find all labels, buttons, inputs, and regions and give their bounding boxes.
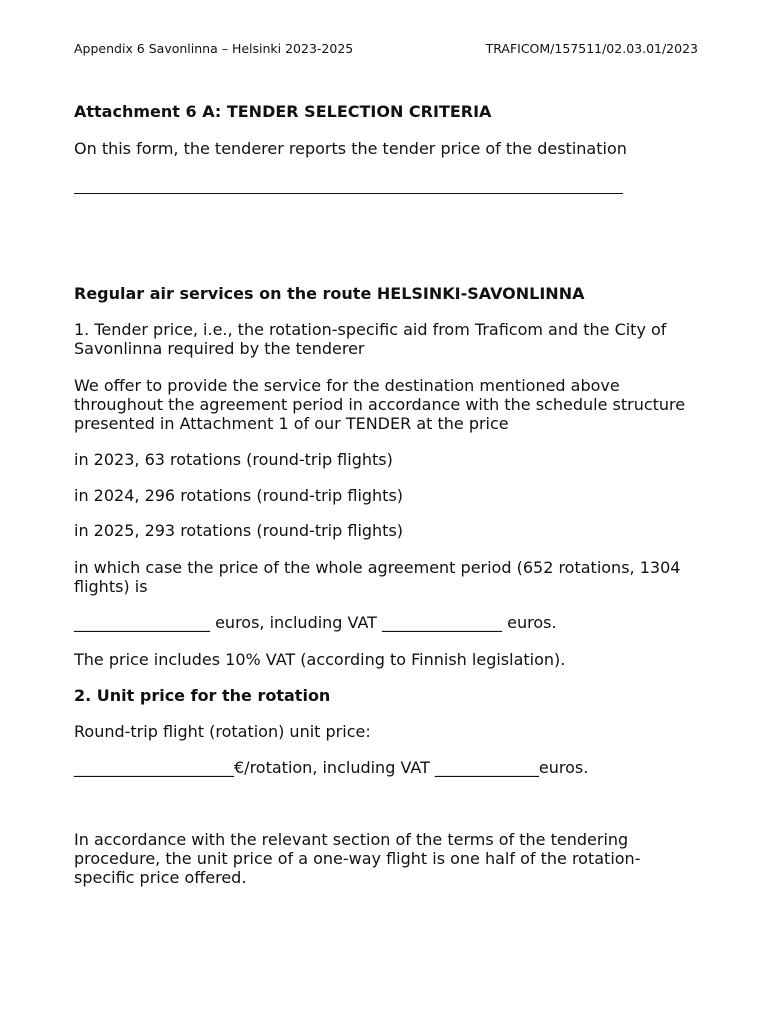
unit-price-label: Round-trip flight (rotation) unit price: <box>74 722 371 741</box>
header-reference: TRAFICOM/157511/02.03.01/2023 <box>485 41 698 56</box>
route-heading: Regular air services on the route HELSINKI-SAVONLINNA <box>74 284 585 303</box>
total-period-text: in which case the price of the whole agreement period (652 rotations, 1304 flights) is <box>74 558 681 596</box>
year-2025-line: in 2025, 293 rotations (round-trip flights) <box>74 521 404 540</box>
section2-heading: 2. Unit price for the rotation <box>74 686 331 705</box>
vat-note: The price includes 10% VAT (according to Finnish legislation). <box>74 650 566 669</box>
unit-price-line: ____________________€/rotation, including VAT _____________euros. <box>74 758 589 777</box>
year-2024-line: in 2024, 296 rotations (round-trip flights) <box>74 486 404 505</box>
header-appendix: Appendix 6 Savonlinna – Helsinki 2023-2025 <box>74 41 354 56</box>
closing-text: In accordance with the relevant section of the terms of the tendering procedure, the unit price of a one-way flight is one half of the rotation-specific price offered. <box>74 830 641 887</box>
year-2023-line: in 2023, 63 rotations (round-trip flights) <box>74 450 393 469</box>
section1-heading: 1. Tender price, i.e., the rotation-specific aid from Traficom and the City of Savonlinna required by the tenderer <box>74 320 667 358</box>
destination-blank-line <box>74 193 623 194</box>
total-price-line: _________________ euros, including VAT _______________ euros. <box>74 613 557 632</box>
offer-text: We offer to provide the service for the destination mentioned above throughout the agreement period in accordance with the schedule structure presented in Attachment 1 of our TENDER at the price <box>74 376 686 433</box>
intro-text: On this form, the tenderer reports the tender price of the destination <box>74 139 627 158</box>
attachment-title: Attachment 6 A: TENDER SELECTION CRITERIA <box>74 102 492 121</box>
